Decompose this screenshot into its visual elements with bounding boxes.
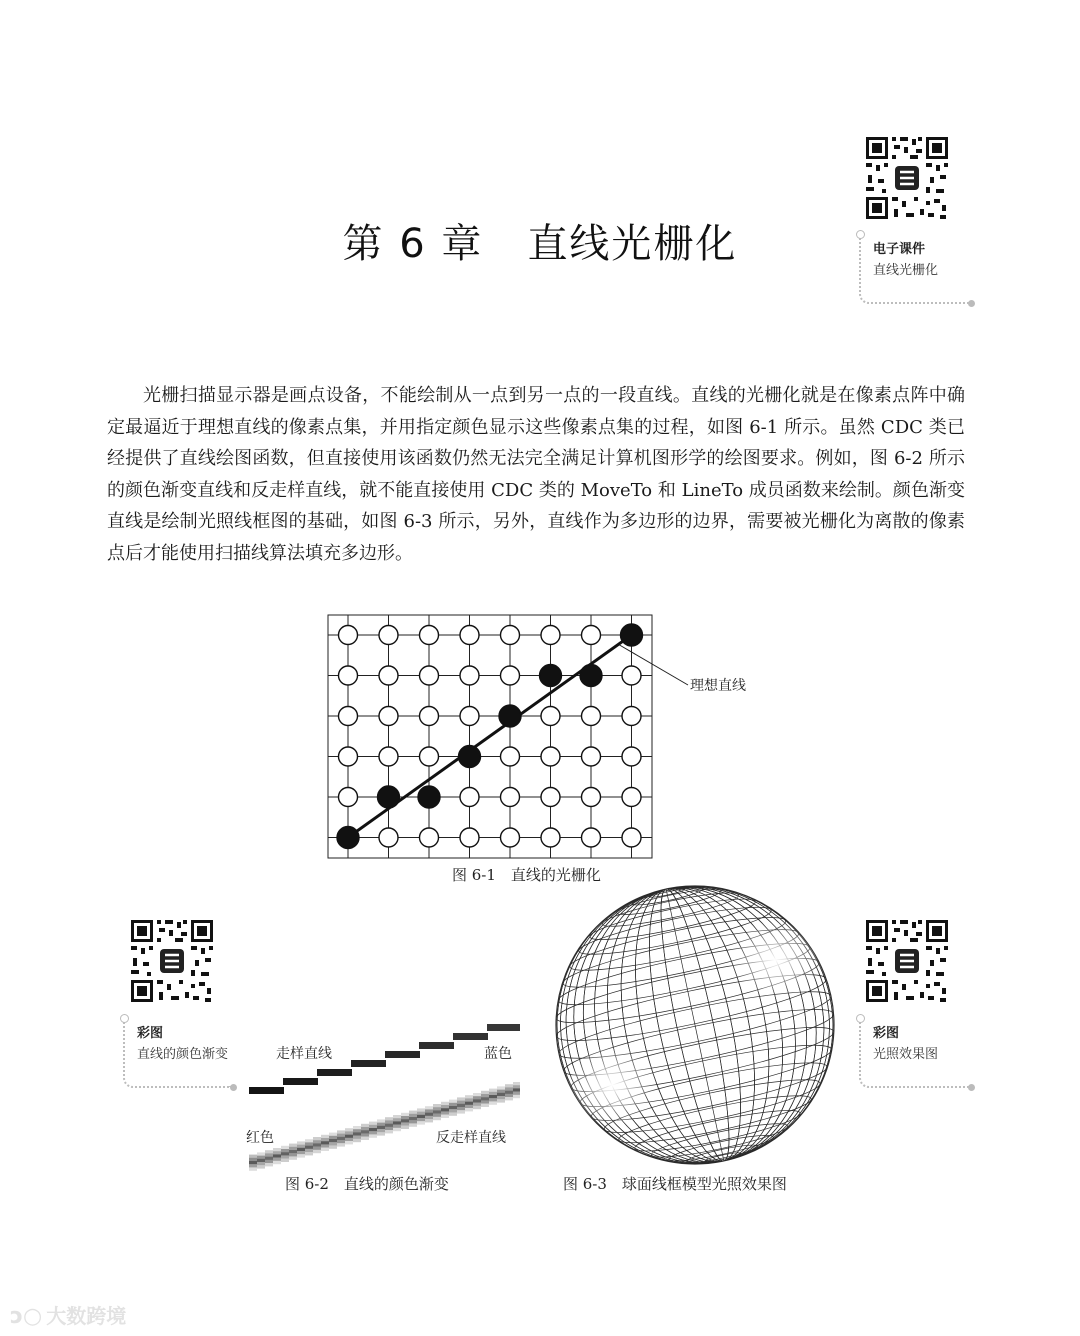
fig2-antialiased-pixel	[329, 1145, 337, 1148]
fig2-antialiased-pixel	[441, 1108, 449, 1111]
fig2-antialiased-pixel	[289, 1153, 297, 1156]
fig2-antialiased-pixel	[425, 1109, 433, 1112]
fig2-antialiased-pixel	[289, 1150, 297, 1153]
fig1-pixel-empty	[339, 666, 358, 685]
fig2-antialiased-pixel	[313, 1137, 321, 1140]
fig2-antialiased-pixel	[353, 1139, 361, 1142]
fig2-antialiased-pixel	[361, 1133, 369, 1136]
fig1-pixel-empty	[420, 828, 439, 847]
fig2-antialiased-pixel	[305, 1146, 313, 1149]
fig2-antialiased-pixel	[297, 1148, 305, 1151]
fig2-aliased-segment	[283, 1078, 318, 1085]
fig2-antialiased-pixel	[249, 1155, 257, 1158]
fig1-pixel-empty	[622, 828, 641, 847]
fig2-antialiased-pixel	[377, 1129, 385, 1132]
fig1-pixel-empty	[501, 747, 520, 766]
fig3-caption: 图 6-3 球面线框模型光照效果图	[563, 1175, 787, 1193]
fig2-aliased-segment	[249, 1087, 284, 1094]
fig2-antialiased-pixel	[393, 1121, 401, 1124]
fig2-antialiased-pixel	[297, 1151, 305, 1154]
fig1-pixel-filled	[499, 705, 521, 727]
fig2-label-blue: 蓝色	[484, 1046, 512, 1062]
fig2-antialiased-pixel	[481, 1097, 489, 1100]
fig2-aliased-segment	[351, 1060, 386, 1067]
fig1-pixel-empty	[582, 626, 601, 645]
fig2-antialiased-pixel	[401, 1113, 409, 1116]
fig2-antialiased-pixel	[425, 1116, 433, 1119]
fig2-antialiased-pixel	[321, 1148, 329, 1151]
fig2-antialiased-pixel	[489, 1092, 497, 1095]
qr-card-kind: 电子课件	[873, 242, 926, 257]
fig2-antialiased-pixel	[449, 1100, 457, 1103]
fig2-antialiased-pixel	[409, 1123, 417, 1126]
fig2-antialiased-pixel	[497, 1093, 505, 1096]
fig2-antialiased-pixel	[441, 1105, 449, 1108]
fig2-antialiased-pixel	[361, 1137, 369, 1140]
fig2-antialiased-pixel	[465, 1098, 473, 1101]
fig2-antialiased-pixel	[393, 1118, 401, 1121]
fig1-pixel-empty	[622, 666, 641, 685]
fig2-antialiased-pixel	[457, 1107, 465, 1110]
qr-card-label: 光照效果图	[873, 1047, 939, 1062]
figure-6-3-sphere	[550, 880, 840, 1170]
fig2-antialiased-pixel	[481, 1094, 489, 1097]
fig2-antialiased-pixel	[313, 1150, 321, 1153]
fig2-antialiased-pixel	[449, 1109, 457, 1112]
fig2-antialiased-pixel	[441, 1115, 449, 1118]
fig2-antialiased-pixel	[385, 1130, 393, 1133]
fig2-label-aliased: 走样直线	[276, 1046, 332, 1062]
fig2-antialiased-pixel	[457, 1104, 465, 1107]
fig2-antialiased-pixel	[433, 1117, 441, 1120]
fig2-antialiased-pixel	[361, 1124, 369, 1127]
fig2-antialiased-pixel	[345, 1141, 353, 1144]
fig2-antialiased-pixel	[449, 1103, 457, 1106]
fig2-antialiased-pixel	[409, 1114, 417, 1117]
fig2-antialiased-pixel	[345, 1128, 353, 1131]
qr-card-color-gradient	[123, 1020, 231, 1088]
fig1-pixel-empty	[420, 666, 439, 685]
fig1-pixel-empty	[460, 626, 479, 645]
fig1-pixel-filled	[621, 624, 643, 646]
fig2-label-antialiased: 反走样直线	[436, 1130, 506, 1146]
fig2-antialiased-pixel	[513, 1095, 520, 1098]
fig2-antialiased-pixel	[505, 1087, 513, 1090]
fig2-antialiased-pixel	[409, 1120, 417, 1123]
fig2-antialiased-pixel	[305, 1149, 313, 1152]
fig2-antialiased-pixel	[513, 1092, 520, 1095]
fig2-antialiased-pixel	[257, 1162, 265, 1165]
fig2-antialiased-pixel	[281, 1159, 289, 1162]
fig1-pixel-empty	[379, 747, 398, 766]
qr-card-lighting	[859, 1020, 969, 1088]
fig2-antialiased-pixel	[353, 1136, 361, 1139]
fig2-antialiased-pixel	[433, 1107, 441, 1110]
fig2-antialiased-pixel	[361, 1127, 369, 1130]
fig2-antialiased-pixel	[497, 1086, 505, 1089]
fig2-antialiased-pixel	[281, 1146, 289, 1149]
fig1-pixel-empty	[420, 707, 439, 726]
fig2-antialiased-pixel	[489, 1101, 497, 1104]
fig1-pixel-filled	[418, 786, 440, 808]
fig2-antialiased-pixel	[385, 1120, 393, 1123]
fig1-pixel-empty	[541, 788, 560, 807]
fig1-pixel-empty	[501, 666, 520, 685]
fig2-antialiased-pixel	[401, 1126, 409, 1129]
fig2-antialiased-pixel	[281, 1155, 289, 1158]
fig1-pixel-empty	[541, 828, 560, 847]
fig2-antialiased-pixel	[281, 1149, 289, 1152]
fig2-antialiased-pixel	[425, 1113, 433, 1116]
fig2-antialiased-pixel	[489, 1095, 497, 1098]
fig2-antialiased-pixel	[305, 1139, 313, 1142]
fig1-pixel-empty	[541, 626, 560, 645]
fig2-antialiased-pixel	[337, 1143, 345, 1146]
fig1-pixel-empty	[501, 626, 520, 645]
fig2-antialiased-pixel	[265, 1150, 273, 1153]
fig2-antialiased-pixel	[369, 1131, 377, 1134]
fig2-antialiased-pixel	[385, 1117, 393, 1120]
fig2-antialiased-pixel	[377, 1132, 385, 1135]
fig2-antialiased-pixel	[273, 1148, 281, 1151]
fig2-antialiased-pixel	[417, 1118, 425, 1121]
fig1-pixel-empty	[541, 747, 560, 766]
fig2-antialiased-pixel	[393, 1115, 401, 1118]
fig2-antialiased-pixel	[249, 1167, 257, 1170]
fig2-antialiased-pixel	[297, 1154, 305, 1157]
fig1-pixel-empty	[501, 788, 520, 807]
fig1-pixel-empty	[379, 626, 398, 645]
fig2-antialiased-pixel	[481, 1104, 489, 1107]
fig1-label-ideal-line: 理想直线	[690, 678, 746, 694]
fig2-antialiased-pixel	[513, 1082, 520, 1085]
qr-code-courseware[interactable]	[864, 135, 950, 221]
fig2-antialiased-pixel	[369, 1128, 377, 1131]
fig1-pixel-empty	[582, 707, 601, 726]
fig2-antialiased-pixel	[513, 1088, 520, 1091]
fig2-antialiased-pixel	[465, 1102, 473, 1105]
fig2-antialiased-pixel	[329, 1142, 337, 1145]
fig2-antialiased-pixel	[425, 1119, 433, 1122]
fig1-pixel-empty	[379, 707, 398, 726]
fig2-antialiased-pixel	[457, 1110, 465, 1113]
fig2-antialiased-pixel	[433, 1110, 441, 1113]
fig2-antialiased-pixel	[409, 1117, 417, 1120]
fig2-antialiased-pixel	[369, 1122, 377, 1125]
fig2-antialiased-pixel	[297, 1141, 305, 1144]
fig2-antialiased-pixel	[273, 1154, 281, 1157]
fig1-pixel-empty	[582, 788, 601, 807]
fig2-aliased-segment	[317, 1069, 352, 1076]
fig1-pixel-empty	[582, 747, 601, 766]
fig1-pixel-empty	[339, 747, 358, 766]
fig1-caption: 图 6-1 直线的光栅化	[452, 866, 601, 884]
fig1-pixel-empty	[460, 666, 479, 685]
fig2-antialiased-pixel	[481, 1100, 489, 1103]
fig1-pixel-filled	[580, 665, 602, 687]
fig2-antialiased-pixel	[385, 1124, 393, 1127]
fig2-antialiased-pixel	[377, 1126, 385, 1129]
fig2-aliased-segment	[385, 1051, 420, 1058]
fig2-antialiased-pixel	[449, 1106, 457, 1109]
fig2-antialiased-pixel	[369, 1125, 377, 1128]
fig1-pixel-filled	[540, 665, 562, 687]
fig2-antialiased-pixel	[329, 1136, 337, 1139]
fig2-antialiased-pixel	[433, 1104, 441, 1107]
fig2-antialiased-pixel	[273, 1151, 281, 1154]
figure-6-1-pixel-grid	[320, 610, 770, 860]
chapter-title: 直线光栅化	[527, 221, 738, 267]
fig2-antialiased-pixel	[313, 1143, 321, 1146]
fig2-antialiased-pixel	[337, 1137, 345, 1140]
fig1-pixel-empty	[379, 666, 398, 685]
fig2-antialiased-pixel	[497, 1090, 505, 1093]
fig2-aliased-segment	[453, 1033, 488, 1040]
fig2-antialiased-pixel	[257, 1152, 265, 1155]
fig2-antialiased-pixel	[265, 1163, 273, 1166]
chapter-number: 第 6 章	[342, 221, 484, 267]
fig2-antialiased-pixel	[257, 1159, 265, 1162]
fig2-antialiased-pixel	[385, 1127, 393, 1130]
fig2-antialiased-pixel	[401, 1116, 409, 1119]
fig1-pixel-empty	[501, 828, 520, 847]
fig2-antialiased-pixel	[353, 1129, 361, 1132]
fig2-antialiased-pixel	[265, 1153, 273, 1156]
fig2-antialiased-pixel	[337, 1130, 345, 1133]
fig1-pixel-empty	[420, 626, 439, 645]
fig1-pixel-empty	[622, 788, 641, 807]
fig2-antialiased-pixel	[345, 1138, 353, 1141]
fig2-antialiased-pixel	[481, 1091, 489, 1094]
fig1-pixel-filled	[459, 746, 481, 768]
fig2-antialiased-pixel	[249, 1161, 257, 1164]
fig1-pixel-empty	[379, 828, 398, 847]
fig2-antialiased-pixel	[273, 1158, 281, 1161]
fig2-antialiased-pixel	[289, 1147, 297, 1150]
fig2-antialiased-pixel	[345, 1131, 353, 1134]
fig1-pixel-empty	[460, 788, 479, 807]
watermark-text: 大数跨境	[46, 1304, 127, 1328]
fig1-pixel-empty	[582, 828, 601, 847]
fig2-antialiased-pixel	[433, 1114, 441, 1117]
fig2-antialiased-pixel	[257, 1156, 265, 1159]
fig2-antialiased-pixel	[497, 1096, 505, 1099]
fig2-antialiased-pixel	[417, 1115, 425, 1118]
fig2-antialiased-pixel	[505, 1097, 513, 1100]
fig2-antialiased-pixel	[321, 1135, 329, 1138]
fig2-antialiased-pixel	[321, 1138, 329, 1141]
fig2-aliased-segment	[419, 1042, 454, 1049]
fig1-pixel-filled	[378, 786, 400, 808]
fig2-antialiased-pixel	[457, 1101, 465, 1104]
fig2-antialiased-pixel	[393, 1128, 401, 1131]
fig2-antialiased-pixel	[473, 1099, 481, 1102]
figure-6-2-lines	[245, 1015, 520, 1175]
fig2-antialiased-pixel	[353, 1132, 361, 1135]
watermark-logo-icon: ↄ○	[10, 1304, 43, 1329]
fig2-antialiased-pixel	[417, 1121, 425, 1124]
fig2-antialiased-pixel	[281, 1152, 289, 1155]
body-paragraph: 光栅扫描显示器是画点设备，不能绘制从一点到另一点的一段直线。直线的光栅化就是在像素点阵中确定最逼近于理想直线的像素点集，并用指定颜色显示这些像素点集的过程，如图 6-1 所示。虽然 CDC 类已经提供了直线绘图函数，但直接使用该函数仍然无法完全满足计算机图形学的绘图要求。例如，图 6-2 所示的颜色渐变直线和反走样直线，就不能直接使用 CDC 类的 MoveTo 和 LineTo 成员函数来绘制。颜色渐变直线是绘制光照线框图的基础，如图 6-3 所示，另外，直线作为多边形的边界，需要被光栅化为离散的像素点后才能使用扫描线算法填充多边形。	[107, 385, 965, 564]
qr-code-color-gradient[interactable]	[129, 918, 215, 1004]
fig2-antialiased-pixel	[369, 1134, 377, 1137]
fig2-antialiased-pixel	[425, 1106, 433, 1109]
fig2-antialiased-pixel	[401, 1122, 409, 1125]
fig2-antialiased-pixel	[249, 1158, 257, 1161]
fig2-antialiased-pixel	[249, 1164, 257, 1167]
fig2-antialiased-pixel	[465, 1108, 473, 1111]
fig2-antialiased-pixel	[457, 1097, 465, 1100]
fig1-pixel-empty	[622, 707, 641, 726]
fig1-pixel-empty	[339, 626, 358, 645]
fig2-antialiased-pixel	[321, 1141, 329, 1144]
fig2-label-red: 红色	[246, 1130, 274, 1146]
body-text	[107, 380, 965, 569]
fig2-antialiased-pixel	[489, 1089, 497, 1092]
fig2-antialiased-pixel	[377, 1123, 385, 1126]
fig1-pixel-empty	[541, 707, 560, 726]
fig2-antialiased-pixel	[329, 1139, 337, 1142]
fig2-antialiased-pixel	[337, 1134, 345, 1137]
fig2-antialiased-pixel	[321, 1144, 329, 1147]
fig2-antialiased-pixel	[409, 1111, 417, 1114]
fig2-antialiased-pixel	[289, 1144, 297, 1147]
fig2-antialiased-pixel	[337, 1140, 345, 1143]
fig2-antialiased-pixel	[377, 1119, 385, 1122]
fig2-antialiased-pixel	[257, 1165, 265, 1168]
fig1-pixel-empty	[622, 747, 641, 766]
fig2-antialiased-pixel	[489, 1098, 497, 1101]
fig2-antialiased-pixel	[505, 1084, 513, 1087]
fig2-antialiased-pixel	[289, 1156, 297, 1159]
qr-card-courseware	[859, 236, 969, 304]
fig1-pixel-empty	[339, 788, 358, 807]
fig2-antialiased-pixel	[401, 1119, 409, 1122]
qr-card-kind: 彩图	[873, 1026, 900, 1041]
qr-card-label: 直线光栅化	[873, 263, 939, 278]
fig2-antialiased-pixel	[505, 1094, 513, 1097]
fig2-antialiased-pixel	[505, 1091, 513, 1094]
fig2-antialiased-pixel	[513, 1085, 520, 1088]
fig2-antialiased-pixel	[465, 1095, 473, 1098]
fig1-pixel-empty	[460, 707, 479, 726]
fig2-antialiased-pixel	[329, 1133, 337, 1136]
fig2-antialiased-pixel	[353, 1126, 361, 1129]
fig2-antialiased-pixel	[497, 1099, 505, 1102]
fig2-antialiased-pixel	[297, 1145, 305, 1148]
watermark	[10, 1300, 126, 1329]
qr-card-label: 直线的颜色渐变	[137, 1047, 229, 1062]
fig2-antialiased-pixel	[361, 1130, 369, 1133]
fig2-antialiased-pixel	[393, 1125, 401, 1128]
fig1-pixel-empty	[420, 747, 439, 766]
fig2-antialiased-pixel	[313, 1147, 321, 1150]
fig2-antialiased-pixel	[449, 1112, 457, 1115]
qr-card-kind: 彩图	[137, 1026, 164, 1041]
fig2-antialiased-pixel	[305, 1152, 313, 1155]
qr-code-lighting[interactable]	[864, 918, 950, 1004]
fig2-antialiased-pixel	[473, 1096, 481, 1099]
fig1-pixel-filled	[337, 827, 359, 849]
fig1-pixel-empty	[339, 707, 358, 726]
fig2-aliased-segment	[487, 1024, 520, 1031]
fig2-antialiased-pixel	[473, 1093, 481, 1096]
fig2-antialiased-pixel	[441, 1102, 449, 1105]
fig2-antialiased-pixel	[441, 1111, 449, 1114]
fig2-antialiased-pixel	[473, 1106, 481, 1109]
fig2-antialiased-pixel	[417, 1108, 425, 1111]
fig2-antialiased-pixel	[345, 1135, 353, 1138]
fig2-antialiased-pixel	[305, 1142, 313, 1145]
fig2-antialiased-pixel	[473, 1103, 481, 1106]
fig2-antialiased-pixel	[417, 1112, 425, 1115]
fig2-antialiased-pixel	[265, 1160, 273, 1163]
fig2-antialiased-pixel	[265, 1157, 273, 1160]
fig1-pixel-empty	[460, 828, 479, 847]
fig2-antialiased-pixel	[465, 1105, 473, 1108]
fig2-antialiased-pixel	[313, 1140, 321, 1143]
fig2-antialiased-pixel	[273, 1161, 281, 1164]
fig2-caption: 图 6-2 直线的颜色渐变	[285, 1175, 449, 1193]
